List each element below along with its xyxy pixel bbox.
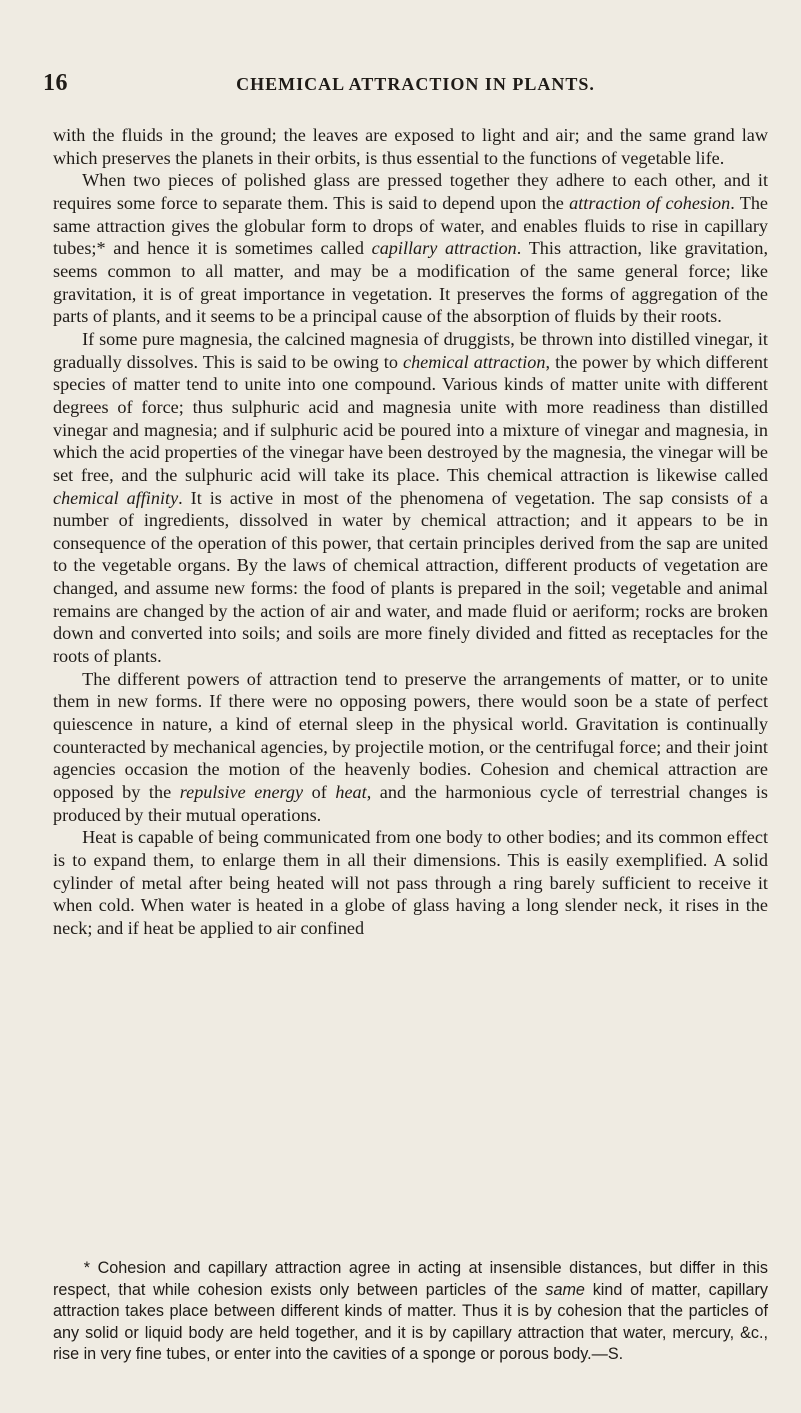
- paragraph: [53, 826, 768, 939]
- italic-term: same: [545, 1280, 585, 1299]
- italic-term: repulsive energy: [179, 782, 304, 803]
- text-run: , and the harmonious cycle of terrestrial changes is produced by their mutual operations.: [53, 782, 768, 825]
- footnote-text: kind of matter, capillary attraction takes place between different kinds of matter. Thus it is by cohesion that the particles of any solid or liquid body are held together, and it is by capillary attraction that water, mercury, &c., rise in very fine tubes, or enter into the cavities of a sponge or porous body.—S.: [53, 1280, 768, 1364]
- text-run: If some pure magnesia, the calcined magnesia of druggists, be thrown into distilled vinegar, it gradually dissolves. This is said to be owing to: [53, 328, 768, 372]
- italic-term: chemical affinity: [53, 487, 179, 508]
- paragraph: [53, 169, 768, 328]
- running-head: CHEMICAL ATTRACTION IN PLANTS.: [236, 74, 595, 94]
- italic-term: attraction of cohesion: [569, 192, 731, 213]
- body-text: [53, 124, 768, 940]
- page-header: [0, 70, 801, 100]
- text-run: . It is active in most of the phenomena of vegetation. The sap consists of a number of ingredients, dissolved in water by chemical attraction; and it appears to be in consequence of the operation of this power, that certain principles derived from the sap are united to the vegetable organs. By the laws of chemical attraction, different products of vegetation are changed, and assume new forms: the food of plants is prepared in the soil; vegetable and animal remains are changed by the action of air and water, and made fluid or aeriform; rocks are broken down and converted into soils; and soils are more finely divided and fitted as receptacles for the roots of plants.: [53, 487, 769, 667]
- text-run: . This attraction, like gravitation, seems common to all matter, and may be a modification of the same general force; like gravitation, it is of great importance in vegetation. It preserves the forms of aggregation of the parts of plants, and it seems to be a principal cause of the absorption of fluids by their roots.: [53, 238, 768, 327]
- text-run: , the power by which different species of matter tend to unite into one compound. Various kinds of matter unite with different degrees of force; thus sulphuric acid and magnesia unite with more readiness than distilled vinegar and magnesia; and if sulphuric acid be poured into a mixture of vinegar and magnesia, in which the acid properties of the vinegar have been destroyed by the magnesia, the vinegar will be set free, and the sulphuric acid will take its place. This chemical attraction is likewise called: [53, 351, 768, 485]
- text-run: with the fluids in the ground; the leaves are exposed to light and air; and the same grand law which preserves the planets in their orbits, is thus essential to the functions of vegetable life.: [53, 125, 768, 168]
- text-run: When two pieces of polished glass are pressed together they adhere to each other, and it requires some force to separate them. This is said to depend upon the: [53, 170, 768, 213]
- text-run: The different powers of attraction tend to preserve the arrangements of matter, or to unite them in new forms. If there were no opposing powers, there would soon be a state of perfect quiescence in nature, a kind of eternal sleep in the physical world. Gravitation is continually counteracted by mechanical agencies, by projectile motion, or the centrifugal force; and their joint agencies occasion the motion of the heavenly bodies. Cohesion and chemical attraction are opposed by the: [53, 668, 768, 803]
- italic-term: chemical attraction: [403, 351, 546, 372]
- text-run: Heat is capable of being communicated from one body to other bodies; and its common effect is to expand them, to enlarge them in all their dimensions. This is easily exemplified. A solid cylinder of metal after being heated will not pass through a ring barely sufficient to receive it when cold. When water is heated in a globe of glass having a long slender neck, it rises in the neck; and if heat be applied to air confined: [53, 827, 768, 938]
- paragraph: [53, 668, 768, 827]
- footnote: [53, 1258, 768, 1366]
- page-number: 16: [43, 70, 68, 96]
- paragraph: [53, 124, 768, 169]
- text-run: of: [303, 782, 336, 803]
- text-run: . The same attraction gives the globular form to drops of water, and enables fluids to rise in capillary tubes;* and hence it is sometimes called: [53, 192, 768, 259]
- italic-term: capillary attraction: [371, 238, 517, 259]
- italic-term: heat: [335, 782, 367, 803]
- paragraph: [53, 328, 768, 668]
- footnote-text: * Cohesion and capillary attraction agree in acting at insensible distances, but differ in this respect, that while cohesion exists only between particles of the: [53, 1259, 768, 1299]
